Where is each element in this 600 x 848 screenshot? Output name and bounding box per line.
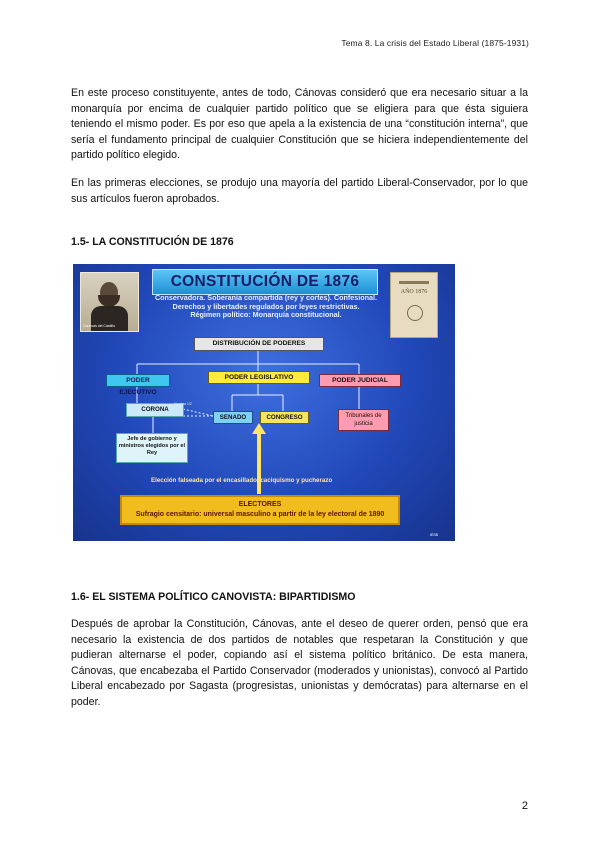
nombra-label: Nombra 1/2 — [174, 402, 192, 406]
subtitle-line-2: Derechos y libertades regulados por leyes restrictivas. — [172, 301, 360, 311]
eleccion-falseada-label: Elección falseada por el encasillado, caciquismo y pucherazo — [151, 477, 333, 484]
poder-ejecutivo-box: PODER EJECUTIVO — [106, 374, 170, 387]
paragraph-bipartidismo: Después de aprobar la Constitución, Cánovas, ante el deseo de querer orden, pensó que era necesario la existencia de dos partidos de notables que respetaran la Constitución y que pudieran alternarse el poder, copiando así el sistema político británico. De esta manera, Cánovas, que encabezaba el Partido Conservador (moderados y unionistas), convocó al Partido Liberal encabezado por Sagasta (progresistas, unionistas y demócratas) para alternarse en el poder. — [71, 618, 528, 708]
canovas-portrait-image — [80, 272, 139, 332]
paragraph-constitucion-interna: En este proceso constituyente, antes de todo, Cánovas consideró que era necesario situar a la monarquía por encima de cualquier partido político que se eligiera para que ésta siguiera teniendo el mismo poder. Es por eso que apela a la existencia de una “constitución interna”, que sería el fundamento principal de cualquier Constitución que se hiciera independientemente del partido político elegido. — [71, 87, 528, 161]
diagram-subtitle — [135, 294, 397, 320]
document-year: AÑO 1876 — [400, 289, 428, 295]
subtitle-line-1: Conservadora. Soberanía compartida (rey y cortes). Confesional. — [154, 293, 378, 302]
portrait-caption: Cánovas del Castillo — [83, 324, 115, 328]
connector-corona-senado-dashed — [183, 409, 213, 416]
running-header: Tema 8. La crisis del Estado Liberal (1875-1931) — [341, 38, 529, 48]
page-number: 2 — [521, 800, 528, 812]
tribunales-box: Tribunales de justicia — [338, 409, 389, 431]
section-heading-bipartidismo: 1.6- EL SISTEMA POLÍTICO CANOVISTA: BIPARTIDISMO — [71, 591, 356, 603]
jefe-gobierno-box: Jefe de gobierno y ministros elegidos por el Rey — [116, 433, 188, 463]
subtitle-line-3: Régimen político: Monarquía constitucional. — [190, 310, 342, 319]
electores-title: ELECTORES — [238, 501, 282, 508]
sufragio-text: Sufragio censitario: universal masculino a partir de la ley electoral de 1890 — [135, 511, 385, 518]
diagram-title: CONSTITUCIÓN DE 1876 — [152, 269, 378, 295]
senado-box: SENADO — [213, 411, 253, 424]
corona-box: CORONA — [126, 403, 184, 417]
paragraph-primeras-elecciones: En las primeras elecciones, se produjo una mayoría del partido Liberal-Conservador, por lo que sus artículos fueron aprobados. — [71, 177, 528, 205]
arrow-electores-congreso-head — [252, 423, 266, 434]
electores-box — [120, 495, 400, 525]
constitucion-1876-diagram — [73, 264, 455, 541]
poder-judicial-box: PODER JUDICIAL — [319, 374, 401, 387]
distribucion-poderes-box: DISTRIBUCIÓN DE PODERES — [194, 337, 324, 351]
section-heading-constitucion-1876: 1.5- LA CONSTITUCIÓN DE 1876 — [71, 236, 234, 248]
congreso-box: CONGRESO — [260, 411, 309, 424]
corner-mark: IESB — [430, 533, 438, 537]
constitution-document-image — [390, 272, 438, 338]
poder-legislativo-box: PODER LEGISLATIVO — [208, 371, 310, 384]
